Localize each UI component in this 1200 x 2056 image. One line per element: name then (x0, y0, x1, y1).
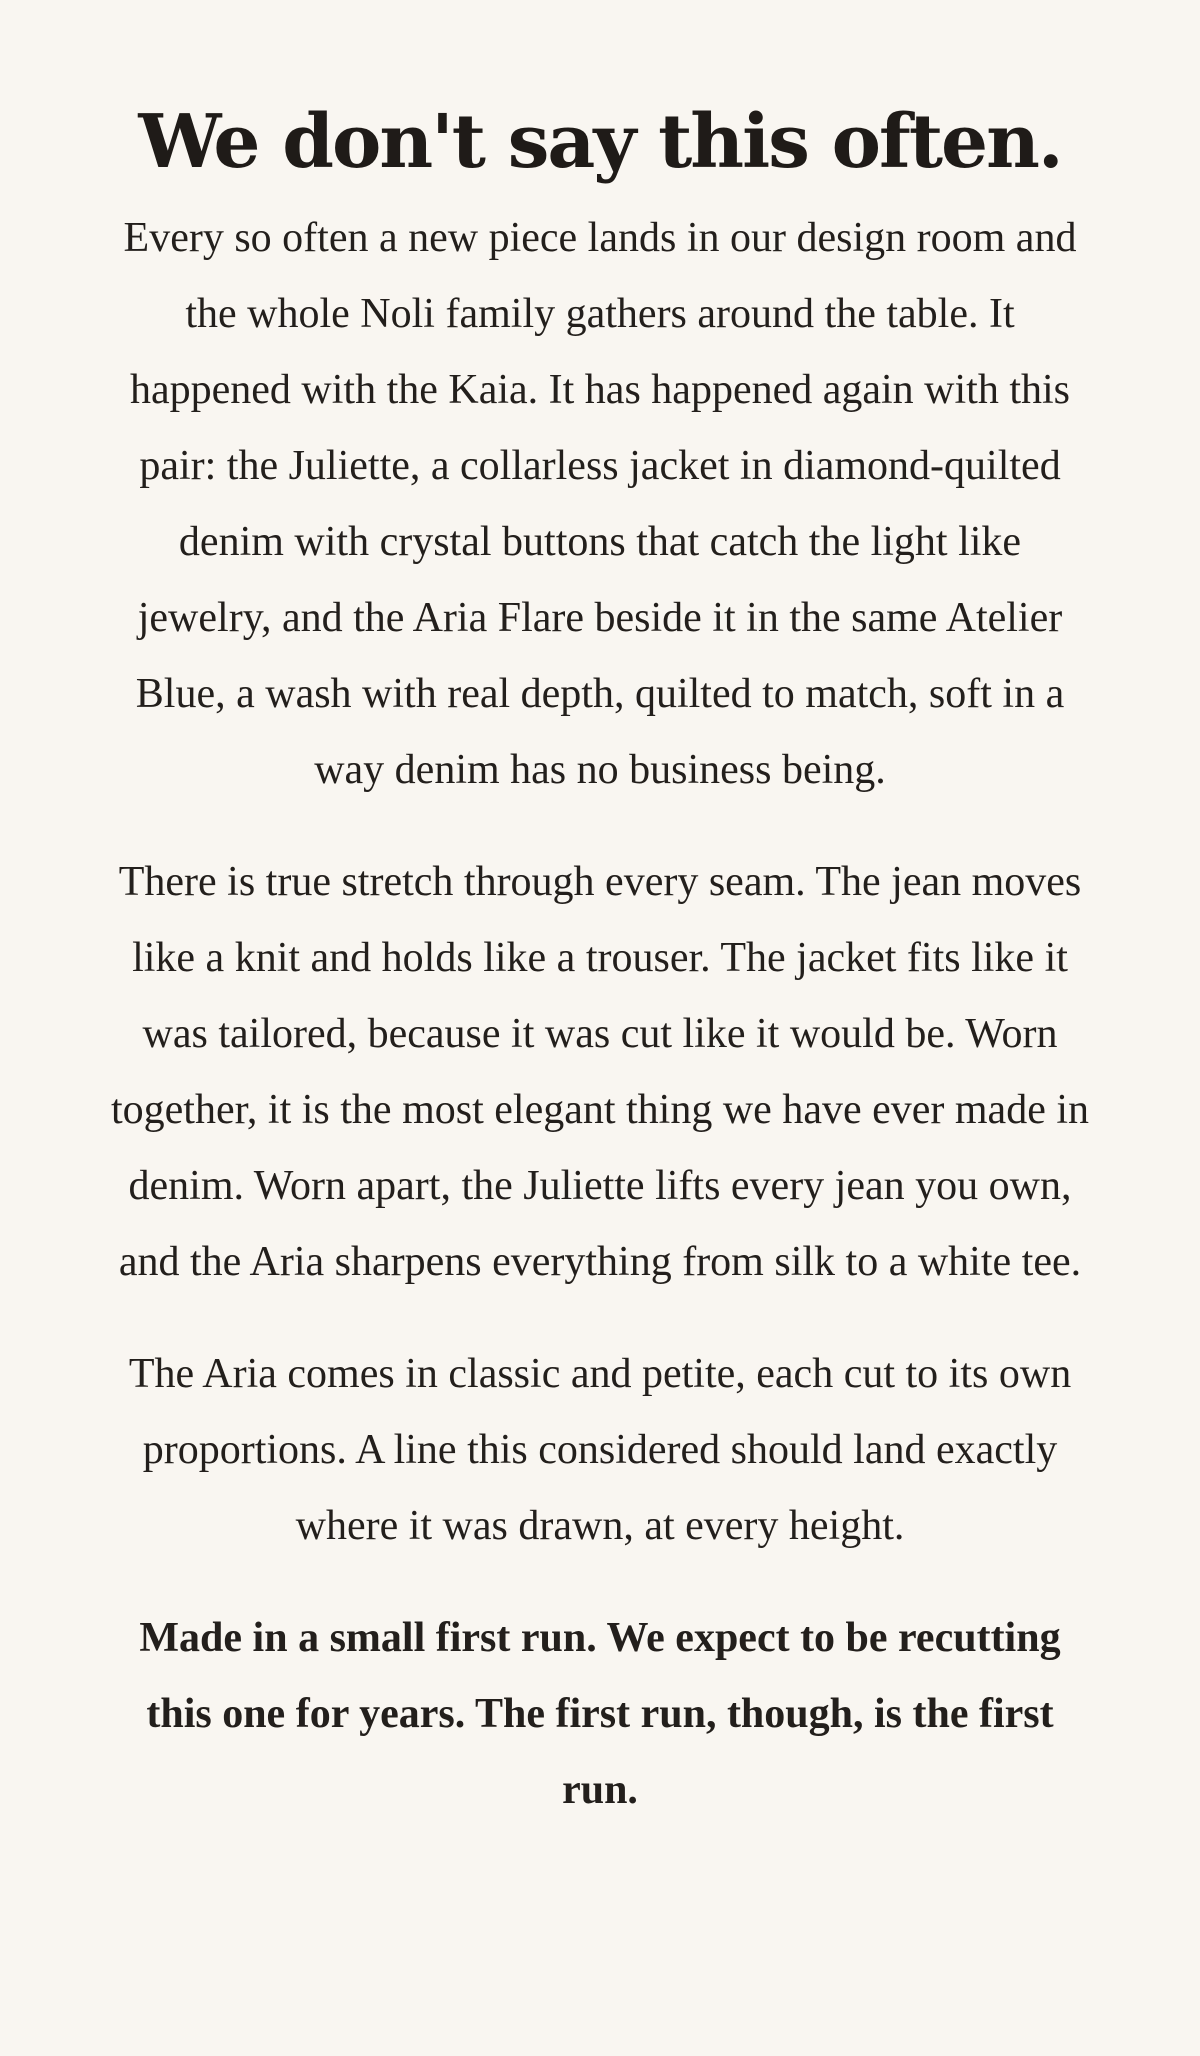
paragraph-fit: There is true stretch through every seam. The jean moves like a knit and holds like a trouser. The jacket fits like it was tailored, because it was cut like it would be. Worn together, it is the most elegant thing we have ever made in denim. Worn apart, the Juliette lifts every jean you own, and the Aria sharpens everything from silk to a white tee. (110, 859, 1090, 1285)
page-title: We don't say this often. (138, 99, 1062, 185)
paragraph-closing: Made in a small first run. We expect to be recutting this one for years. The first run, though, is the first run. (139, 1615, 1061, 1813)
paragraph-sizing: The Aria comes in classic and petite, each cut to its own proportions. A line this considered should land exactly where it was drawn, at every height. (128, 1351, 1072, 1549)
article-body (110, 92, 1090, 1828)
paragraph-intro: Every so often a new piece lands in our design room and the whole Noli family gathers around the table. It happened with the Kaia. It has happened again with this pair: the Juliette, a collarless jacket in diamond-quilted denim with crystal buttons that catch the light like jewelry, and the Aria Flare beside it in the same Atelier Blue, a wash with real depth, quilted to match, soft in a way denim has no business being. (123, 215, 1077, 793)
